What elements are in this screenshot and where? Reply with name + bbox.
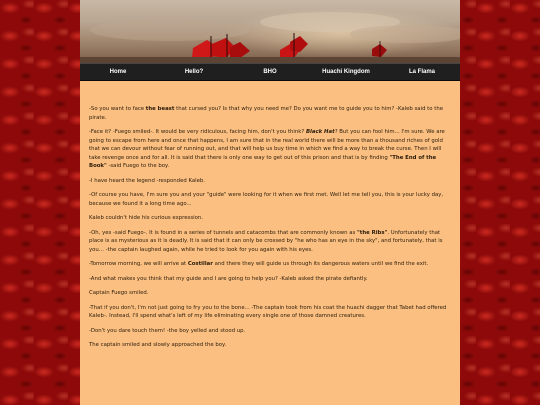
nav-home[interactable]: Home [109,69,127,75]
story-paragraph: -That if you don't, I'm not just going to fry you to the bone... -The captain took from his coat the huachi dagger that Tabet had offered Kaleb-. Instead, I'll spend what's left of my life eliminating every single one of those damned creatures. [89,304,447,319]
story-paragraph: The captain smiled and slowly approached the boy. [89,342,227,348]
story-paragraph: Captain Fuego smiled. [89,290,149,296]
story-paragraph: -And what makes you think that my guide and I are going to help you? -Kaleb asked the pirate defiantly. [89,275,368,282]
story-paragraph: -Tomorrow morning, we will arrive at Costillar and there they will guide us through its dangerous waters until we find the exit. [89,261,429,267]
ship-sail-6 [372,44,387,57]
main-navigation [80,63,460,81]
story-paragraph: -Of course you have, I'm sure you and your "guide" were looking for it when we first met. Well let me tell you, this is your lucky day, because we found it a long time ago... [89,192,444,207]
ship-sail-3 [230,42,250,58]
story-paragraph: -Face it? -Fuego smiled-. It would be very ridiculous, facing him, don't you think? Black Hat? But you can fool him... I'm sure. We are going to escape from here and once that happens, I am sure that in the real world there will be more than a thousand riches of gold that we can devour without fear of running out, and that will help us buy time in which we find a way to break the curse. Then I will take revenge once and for all. It is said that there is only one way to get out of this prison and that is by finding "The End of the Book" -said Fuego to the boy. [89,129,445,169]
pirate-ships-illustration [80,0,460,63]
header-banner [80,0,460,63]
story-paragraph: Kaleb couldn't hide his curious expression. [89,215,203,221]
story-paragraph: -Don't you dare touch them! -the boy yelled and stood up. [89,327,246,334]
page-container [80,0,460,405]
nav-la-flama[interactable]: La Flama [408,69,435,75]
story-paragraph: -Oh, yes -said Fuego-. It is found in a series of tunnels and catacombs that are commonly known as "the Ribs". Unfortunately that place is as mysterious as it is deadly. It is said that it can only be crossed by "he who has an eye in the sky", and fortunately, that is you... -the captain laughed again, while he tried to look for you again with his eyes. [89,229,443,253]
ship-sail-5 [290,36,308,52]
nav-huachi-kingdom[interactable]: Huachi Kingdom [322,69,370,75]
story-paragraph: -I have heard the legend -responded Kaleb. [89,177,205,184]
story-content [80,81,460,350]
nav-hello[interactable]: Hello? [184,69,204,75]
nav-bho[interactable]: BHO [263,69,277,75]
story-paragraph: -So you want to face the beast that cursed you? Is that why you need me? Do you want me to guide you to him? -Kaleb said to the pirate. [89,106,443,121]
